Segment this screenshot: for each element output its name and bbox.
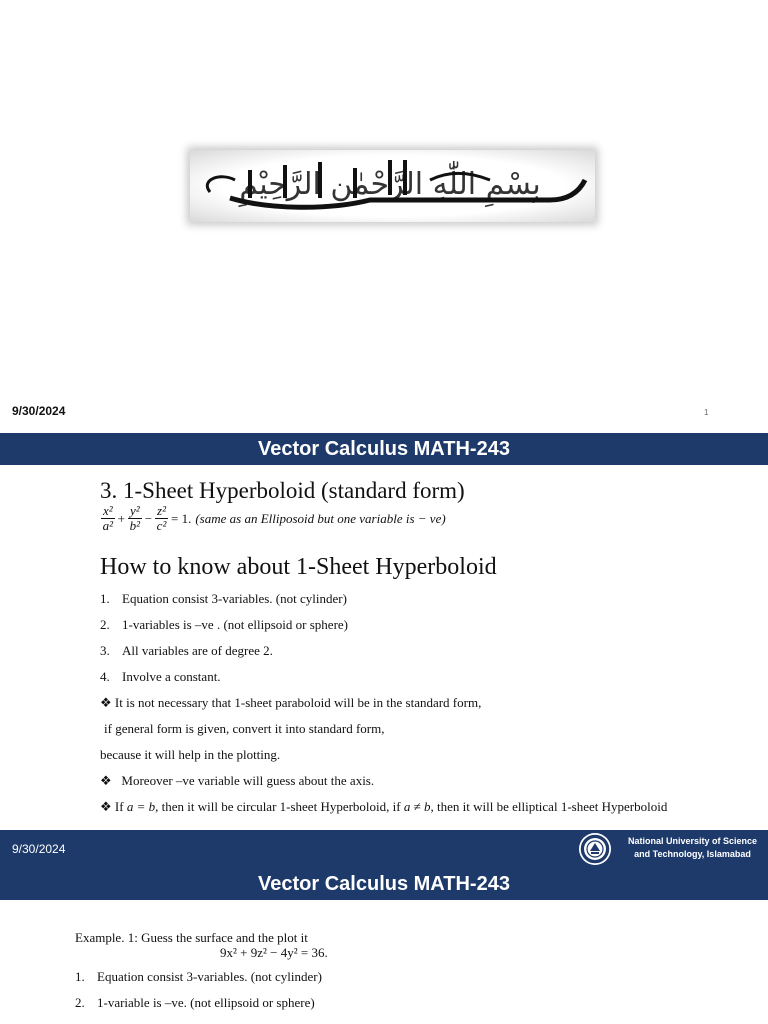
slide-title-bar — [0, 433, 768, 465]
diamond-bullet-icon: ❖ — [100, 773, 112, 788]
bullet-continuation: if general form is given, convert it into standard form, — [104, 721, 385, 736]
slide-title: Vector Calculus MATH-243 — [258, 438, 510, 460]
bismillah-calligraphy-image — [190, 150, 595, 222]
calligraphy-icon — [190, 150, 595, 222]
formula-note: (same as an Elliposoid but one variable is − ve) — [195, 510, 446, 526]
list-item: 4. Involve a constant. — [100, 669, 221, 684]
slide-title: Vector Calculus MATH-243 — [258, 873, 510, 895]
slide-footer — [0, 830, 768, 868]
bullet-item: ❖ If a = b, then it will be circular 1-sheet Hyperboloid, if a ≠ b, then it will be elliptical 1-sheet Hyperboloid — [100, 799, 668, 814]
example-equation: 9x² + 9z² − 4y² = 36. — [220, 945, 328, 960]
diamond-bullet-icon: ❖ — [100, 799, 112, 814]
slide-date: 9/30/2024 — [12, 404, 66, 418]
page-number: 1 — [704, 408, 709, 417]
list-item: 3. All variables are of degree 2. — [100, 643, 273, 658]
list-item: 1. Equation consist 3-variables. (not cylinder) — [75, 969, 322, 984]
standard-form-formula: $\frac{\text{x²}}{\text{a²}}$ + $\frac{\text{y²}}{\text{b²}}$ − $\frac{\text{z²}}{\text{c²}}$ = 1. (same as an Elliposoid but one variable is − ve) — [102, 503, 446, 533]
section-heading: 3. 1-Sheet Hyperboloid (standard form) — [100, 478, 465, 503]
bullet-item: ❖ Moreover –ve variable will guess about the axis. — [100, 773, 375, 788]
diamond-bullet-icon: ❖ — [100, 695, 112, 710]
footer-date: 9/30/2024 — [12, 842, 66, 856]
fraction-x: $\frac{\text{x²}}{\text{a²}}$ — [102, 503, 114, 533]
slide-title-bar — [0, 868, 768, 900]
subheading: How to know about 1-Sheet Hyperboloid — [100, 554, 497, 580]
example-heading: Example. 1: Guess the surface and the plot it — [75, 930, 308, 945]
fraction-y: $\frac{\text{y²}}{\text{b²}}$ — [129, 503, 141, 533]
bullet-continuation: because it will help in the plotting. — [100, 747, 281, 762]
institution-name: National University of Science and Technology, Islamabad — [627, 836, 758, 859]
list-item: 2. 1-variables is –ve . (not ellipsoid or sphere) — [100, 617, 348, 632]
list-item: 2. 1-variable is –ve. (not ellipsoid or sphere) — [75, 995, 315, 1010]
calligraphy-text: بِسْمِ اللّٰهِ الرَّحْمٰنِ الرَّحِيْمِ — [239, 167, 541, 202]
fraction-z: $\frac{\text{z²}}{\text{c²}}$ — [156, 503, 167, 533]
list-item: 1. Equation consist 3-variables. (not cylinder) — [100, 591, 347, 606]
nust-logo-icon — [579, 833, 611, 865]
bullet-item: ❖ It is not necessary that 1-sheet paraboloid will be in the standard form, — [100, 695, 482, 710]
